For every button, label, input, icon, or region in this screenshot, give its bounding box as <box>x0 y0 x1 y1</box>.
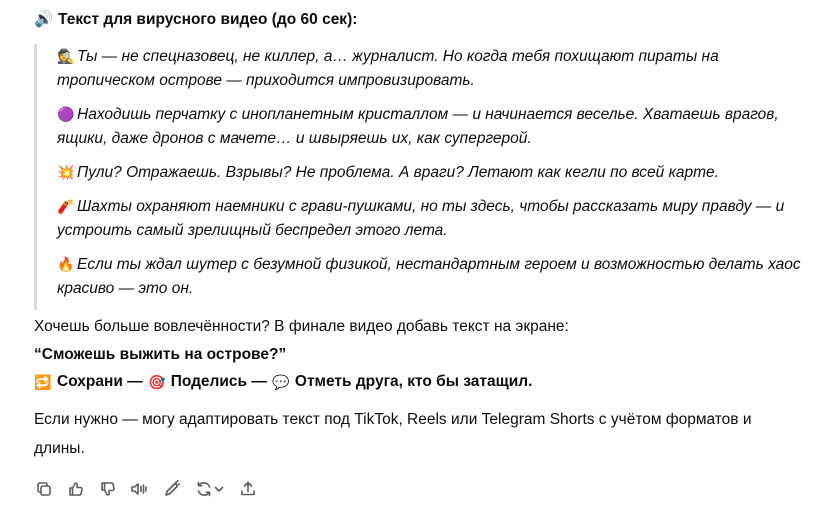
read-aloud-icon <box>130 480 150 498</box>
share-label: Поделись — <box>170 373 267 390</box>
target-icon: 🎯 <box>147 374 166 390</box>
edit-button[interactable] <box>161 478 183 500</box>
quote-text: Пули? Отражаешь. Взрывы? Не проблема. А враги? Летают как кегли по всей карте. <box>77 164 719 181</box>
quote-paragraph <box>57 252 804 301</box>
quote-text: Ты — не спецназовец, не киллер, а… журналист. Но когда тебя похищают пираты на тропическом острове — приходится импровизировать. <box>57 48 719 89</box>
heading-text: Текст для вирусного видео (до 60 сек): <box>58 10 358 28</box>
onscreen-text: “Сможешь выжить на острове?” <box>34 346 287 363</box>
thumbs-down-icon <box>99 480 117 498</box>
quote-paragraph <box>57 44 804 93</box>
regenerate-button[interactable] <box>193 478 227 500</box>
quote-paragraph <box>57 194 804 243</box>
speaker-icon: 🔊 <box>34 11 54 28</box>
fire-icon: 🔥 <box>57 256 75 272</box>
message-heading <box>34 10 357 29</box>
firecracker-icon: 🧨 <box>57 198 75 214</box>
like-button[interactable] <box>65 478 87 500</box>
quote-text: Если ты ждал шутер с безумной физикой, нестандартным героем и возможностью делать хаос красиво — это он. <box>57 256 801 297</box>
share-button[interactable] <box>237 478 259 500</box>
repeat-icon: 🔁 <box>34 374 52 390</box>
read-aloud-button[interactable] <box>129 478 151 500</box>
chevron-down-icon <box>213 483 225 495</box>
copy-icon <box>35 480 53 498</box>
thumbs-up-icon <box>67 480 85 498</box>
quote-paragraph <box>57 102 804 151</box>
blockquote <box>34 44 804 310</box>
save-label: Сохрани — <box>57 373 143 390</box>
regenerate-icon <box>195 480 213 498</box>
share-icon <box>239 480 257 498</box>
purple-glove-icon: 🟣 <box>57 106 75 122</box>
detective-icon: 🕵 <box>57 48 75 64</box>
edit-icon <box>163 480 181 498</box>
call-to-action <box>34 370 537 394</box>
collision-icon: 💥 <box>57 164 75 180</box>
tag-label: Отметь друга, кто бы затащил. <box>294 373 533 390</box>
closing-text: Если нужно — могу адаптировать текст под TikTok, Reels или Telegram Shorts с учётом форматов и длины. <box>34 411 752 457</box>
engagement-intro: Хочешь больше вовлечённости? В финале видео добавь текст на экране: <box>34 318 569 335</box>
quote-text: Шахты охраняют наемники с грави-пушками, но ты здесь, чтобы рассказать миру правду — и устроить самый зрелищный беспредел этого лета. <box>57 198 785 239</box>
dislike-button[interactable] <box>97 478 119 500</box>
speech-bubble-icon: 💬 <box>272 374 290 390</box>
quote-text: Находишь перчатку с инопланетным кристаллом — и начинается веселье. Хватаешь врагов, ящики, даже дронов с мачете… и швыряешь их, как супергерой. <box>57 106 779 147</box>
copy-button[interactable] <box>33 478 55 500</box>
message-actions-toolbar <box>33 478 269 500</box>
quote-paragraph <box>57 160 804 185</box>
